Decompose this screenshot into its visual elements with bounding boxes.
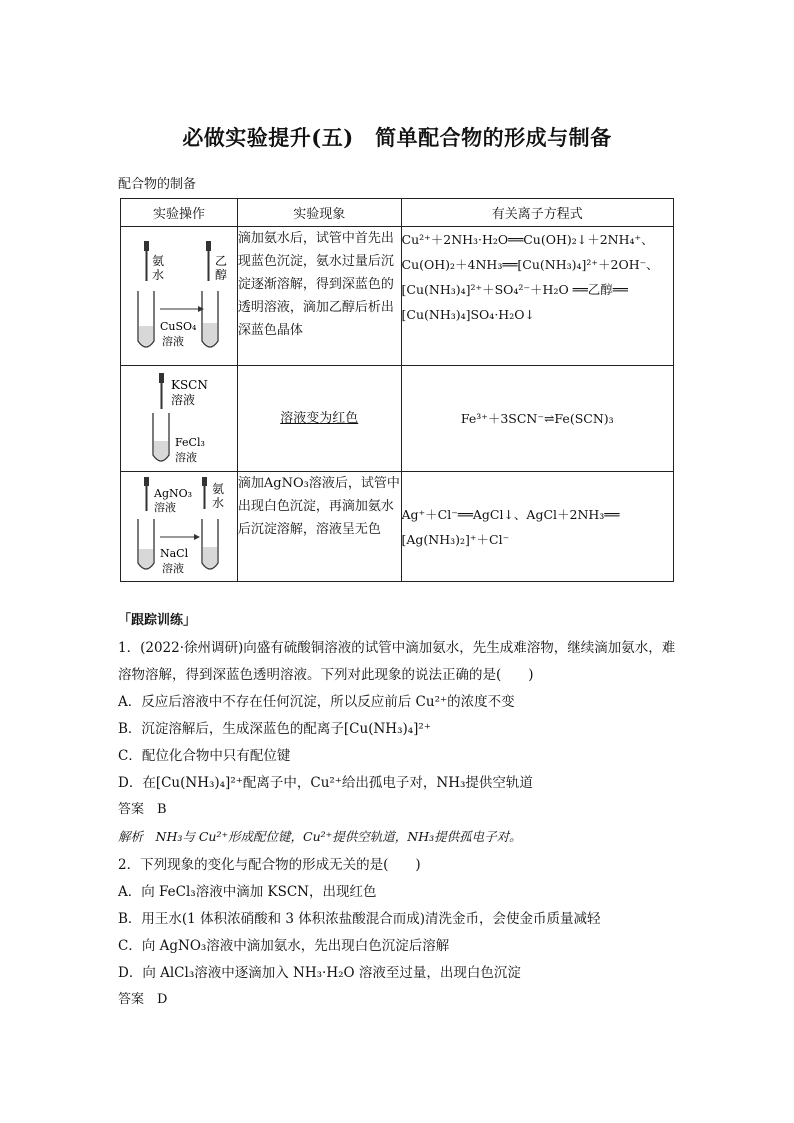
page-title: 必做实验提升(五) 简单配合物的形成与制备 [182,125,612,150]
equation-line: [Cu(NH₃)₄]²⁺＋SO₄²⁻＋H₂O ══乙醇══ [401,282,628,297]
diagram-label: KSCN [170,377,208,392]
liquid [139,326,153,346]
experiment-table [120,198,674,582]
diagram-label: 溶液 [174,450,197,464]
observation-text: 滴加氨水后，试管中首先出现蓝色沉淀，氨水过量后沉淀逐渐溶解，得到深蓝色的透明溶液，滴加乙醇后析出深蓝色晶体 [237,231,394,338]
dropper-bulb [144,241,149,251]
question-1-option-d: D．在[Cu(NH₃)₄]²⁺配离子中，Cu²⁺给出孤电子对，NH₃提供空轨道 [118,775,533,791]
observation-cell [237,366,401,472]
question-2-option-c: C．向 AgNO₃溶液中滴加氨水，先出现白色沉淀后溶解 [118,938,450,954]
question-1-option-b: B．沉淀溶解后，生成深蓝色的配离子[Cu(NH₃)₄]²⁺ [118,721,431,737]
question-2-answer: 答案 D [118,992,168,1007]
equation-line: Cu(OH)₂＋4NH₃══[Cu(NH₃)₄]²⁺＋2OH⁻、 [401,257,659,272]
equation-line: Cu²⁺＋2NH₃·H₂O══Cu(OH)₂↓＋2NH₄⁺、 [401,232,654,247]
header-observation: 实验现象 [237,199,401,227]
diagram-cell [121,227,238,366]
table-row [121,366,674,472]
dropper-bulb [202,477,207,486]
equation-cell [401,366,673,472]
follow-training-label: 「跟踪训练」 [118,613,197,628]
question-1-option-c: C．配位化合物中只有配位键 [118,748,291,764]
liquid [139,549,153,568]
equation-cell [401,472,673,582]
diagram-label: AgNO₃ [153,486,192,500]
question-1-explanation: 解析 NH₃与 Cu²⁺形成配位键，Cu²⁺提供空轨道，NH₃提供孤电子对。 [118,829,522,844]
diagram-label: 溶液 [161,335,184,348]
question-1-answer: 答案 B [118,802,167,817]
silver-ammonia-diagram [124,475,234,579]
diagram-label: CuSO₄ [159,320,197,333]
diagram-label: 溶液 [153,500,176,514]
dropper-bulb [159,373,164,383]
equation-line: Fe³⁺＋3SCN⁻⇌Fe(SCN)₃ [460,411,614,426]
liquid [203,547,217,568]
diagram-label: 水 [211,495,224,510]
equation-line: Ag⁺＋Cl⁻══AgCl↓、AgCl＋2NH₃══ [401,506,620,522]
diagram-label: 氨 [211,481,224,496]
table-row [121,472,674,582]
observation-cell [237,472,401,582]
dropper-bulb [206,241,211,251]
liquid [154,441,168,460]
header-operation: 实验操作 [121,199,238,227]
iron-thiocyanate-diagram [129,369,229,469]
question-2-stem: 2．下列现象的变化与配合物的形成无关的是( ) [118,857,421,873]
equation-line: [Cu(NH₃)₄]SO₄·H₂O↓ [401,307,535,322]
table-row [121,227,674,366]
diagram-label: 醇 [214,268,227,282]
diagram-label: 氨 [151,254,164,268]
arrow-head [198,306,204,312]
observation-text: 滴加AgNO₃溶液后，试管中出现白色沉淀，再滴加氨水后沉淀溶解，溶液呈无色 [237,476,400,537]
diagram-label: NaCl [159,546,189,560]
arrow-head [194,534,200,540]
equation-line: [Ag(NH₃)₂]⁺＋Cl⁻ [401,531,510,547]
diagram-label: 溶液 [170,392,195,407]
question-1-stem-2: 溶物溶解，得到深蓝色透明溶液。下列对此现象的说法正确的是( ) [118,667,534,683]
copper-ammonia-diagram [124,231,234,361]
question-1-option-a: A．反应后溶液中不存在任何沉淀，所以反应前后 Cu²⁺的浓度不变 [118,694,515,710]
observation-cell [237,227,401,366]
question-2-option-a: A．向 FeCl₃溶液中滴加 KSCN，出现红色 [118,884,377,900]
header-equation: 有关离子方程式 [401,199,673,227]
question-1-stem-1: 1．(2022·徐州调研)向盛有硫酸铜溶液的试管中滴加氨水，先生成难溶物，继续滴加氨水，难 [118,640,676,656]
diagram-cell [121,366,238,472]
question-2-option-d: D．向 AlCl₃溶液中逐滴加入 NH₃·H₂O 溶液至过量，出现白色沉淀 [118,965,521,981]
equation-cell [401,227,673,366]
diagram-cell [121,472,238,582]
diagram-label: 溶液 [161,561,184,575]
diagram-label: FeCl₃ [174,435,205,449]
liquid [203,323,217,346]
observation-text: 溶液变为红色 [280,411,359,426]
diagram-label: 乙 [214,254,227,268]
table-header-row [121,199,674,227]
diagram-label: 水 [151,268,164,282]
dropper-bulb [144,477,149,486]
section-label: 配合物的制备 [118,177,197,192]
question-2-option-b: B．用王水(1 体积浓硝酸和 3 体积浓盐酸混合而成)清洗金币，会使金币质量减轻 [118,911,601,927]
